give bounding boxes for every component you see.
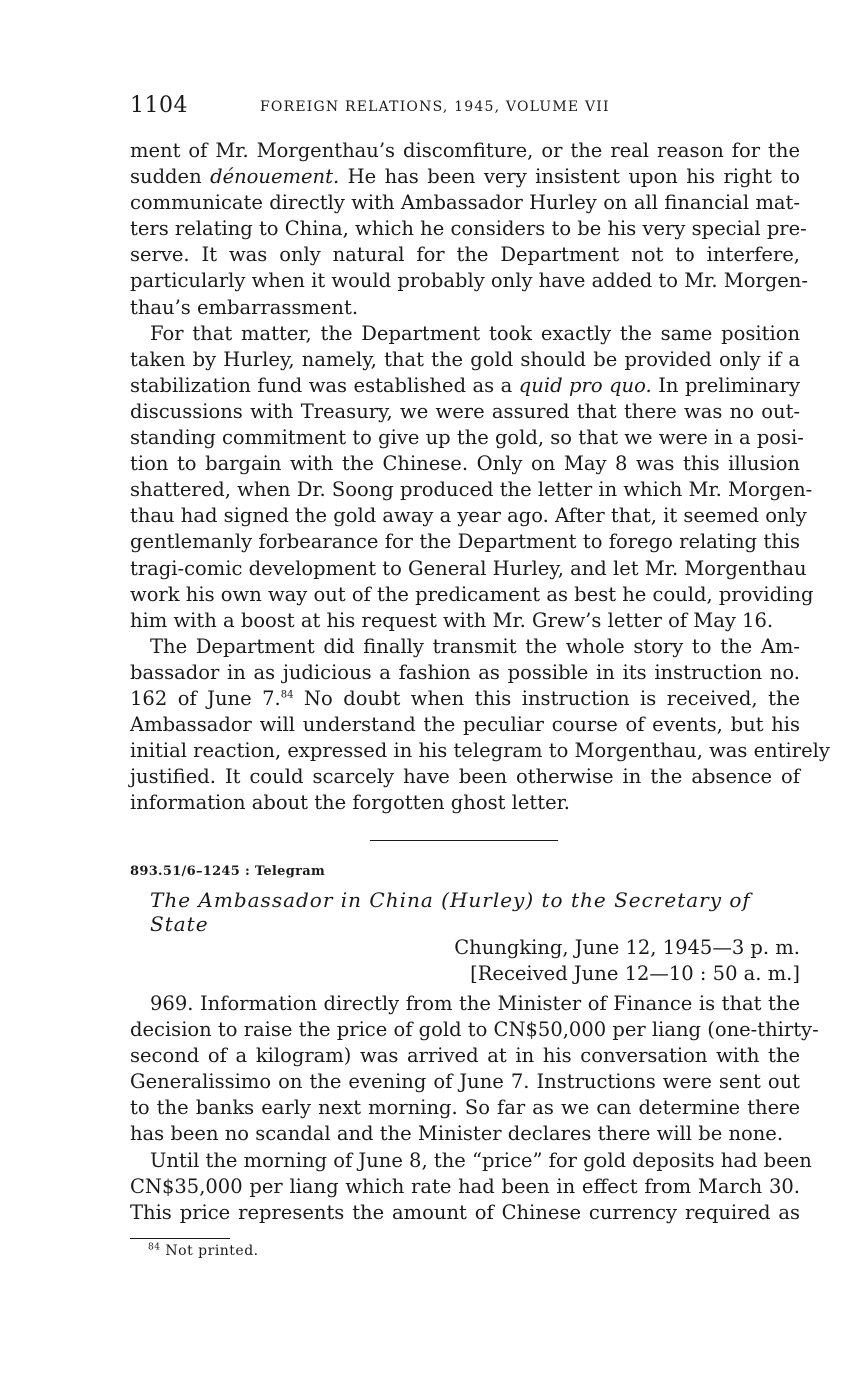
- text-line: serve. It was only natural for the Department not to interfere,: [130, 243, 800, 267]
- section-divider: [370, 840, 558, 841]
- paragraph-continuation: [130, 138, 830, 816]
- emphasis: quid pro quo.: [518, 373, 652, 397]
- dateline: Chungking, June 12, 1945—3 p. m.: [454, 936, 800, 959]
- text-line: particularly when it would probably only have added to Mr. Morgen-: [130, 269, 808, 293]
- text-line: decision to raise the price of gold to CN$50,000 per liang (one-thirty-: [130, 1018, 819, 1042]
- text-line: 162 of June 7.84 No doubt when this instruction is received, the: [130, 686, 801, 710]
- text-line: Ambassador will understand the peculiar course of events, but his: [130, 713, 800, 737]
- page-number: 1104: [130, 93, 188, 118]
- text-line: Until the morning of June 8, the “price” for gold deposits had been: [150, 1149, 812, 1172]
- text-line: This price represents the amount of Chinese currency required as: [130, 1201, 800, 1225]
- text-line: The Department did finally transmit the whole story to the Am-: [150, 634, 800, 658]
- text-line: him with a boost at his request with Mr. Grew’s letter of May 16.: [130, 608, 774, 632]
- text-line: communicate directly with Ambassador Hurley on all financial mat-: [130, 191, 800, 215]
- text-line: gentlemanly forbearance for the Department to forego relating this: [130, 530, 800, 554]
- text-line: information about the forgotten ghost letter.: [130, 791, 570, 815]
- footnote-marker: 84: [148, 1242, 161, 1253]
- document-file-number: 893.51/6–1245 : Telegram: [130, 864, 326, 879]
- text-line: standing commitment to give up the gold, so that we were in a posi-: [130, 426, 804, 450]
- running-title: FOREIGN RELATIONS, 1945, VOLUME VII: [260, 99, 610, 115]
- footnote-reference: 84: [280, 689, 294, 701]
- text-line: thau had signed the gold away a year ago. After that, it seemed only: [130, 504, 807, 528]
- running-head: [130, 93, 800, 123]
- received-line: [Received June 12—10 : 50 a. m.]: [470, 962, 800, 985]
- text-line: tragi-comic development to General Hurley, and let Mr. Morgenthau: [130, 556, 807, 580]
- text-line: tion to bargain with the Chinese. Only on May 8 was this illusion: [130, 452, 800, 476]
- text-line: justified. It could scarcely have been otherwise in the absence of: [130, 765, 800, 789]
- text-line: work his own way out of the predicament as best he could, providing: [130, 582, 814, 606]
- text-line: For that matter, the Department took exactly the same position: [150, 321, 800, 345]
- text-line: ters relating to China, which he considers to be his very special pre-: [130, 217, 807, 241]
- emphasis: dénouement.: [210, 165, 340, 189]
- footnote: [148, 1243, 259, 1259]
- text-line: CN$35,000 per liang which rate had been in effect from March 30.: [130, 1175, 800, 1199]
- text-line: bassador in as judicious a fashion as possible in its instruction no.: [130, 660, 800, 684]
- telegram-body: [130, 991, 819, 1148]
- text-line: sudden dénouement. He has been very insistent upon his right to: [130, 165, 800, 189]
- text-line: Generalissimo on the evening of June 7. Instructions were sent out: [130, 1070, 800, 1094]
- text-line: to the banks early next morning. So far as we can determine there: [130, 1096, 800, 1120]
- footnote-text: Not printed.: [160, 1243, 259, 1259]
- document-heading: The Ambassador in China (Hurley) to the Secretary of State: [150, 888, 751, 936]
- footnote-divider: [130, 1238, 230, 1239]
- text-line: stabilization fund was established as a quid pro quo. In preliminary: [130, 373, 801, 397]
- text-line: shattered, when Dr. Soong produced the letter in which Mr. Morgen-: [130, 478, 813, 502]
- text-line: thau’s embarrassment.: [130, 295, 359, 319]
- telegram-body-continued: [130, 1148, 812, 1226]
- text-line: has been no scandal and the Minister declares there will be none.: [130, 1122, 784, 1146]
- text-line: discussions with Treasury, we were assured that there was no out-: [130, 399, 800, 423]
- text-line: taken by Hurley, namely, that the gold should be provided only if a: [130, 347, 800, 371]
- text-line: initial reaction, expressed in his telegram to Morgenthau, was entirely: [130, 739, 830, 763]
- text-line: 969. Information directly from the Minister of Finance is that the: [150, 992, 800, 1015]
- text-line: ment of Mr. Morgenthau’s discomfiture, or the real reason for the: [130, 139, 800, 162]
- text-line: second of a kilogram) was arrived at in his conversation with the: [130, 1044, 800, 1068]
